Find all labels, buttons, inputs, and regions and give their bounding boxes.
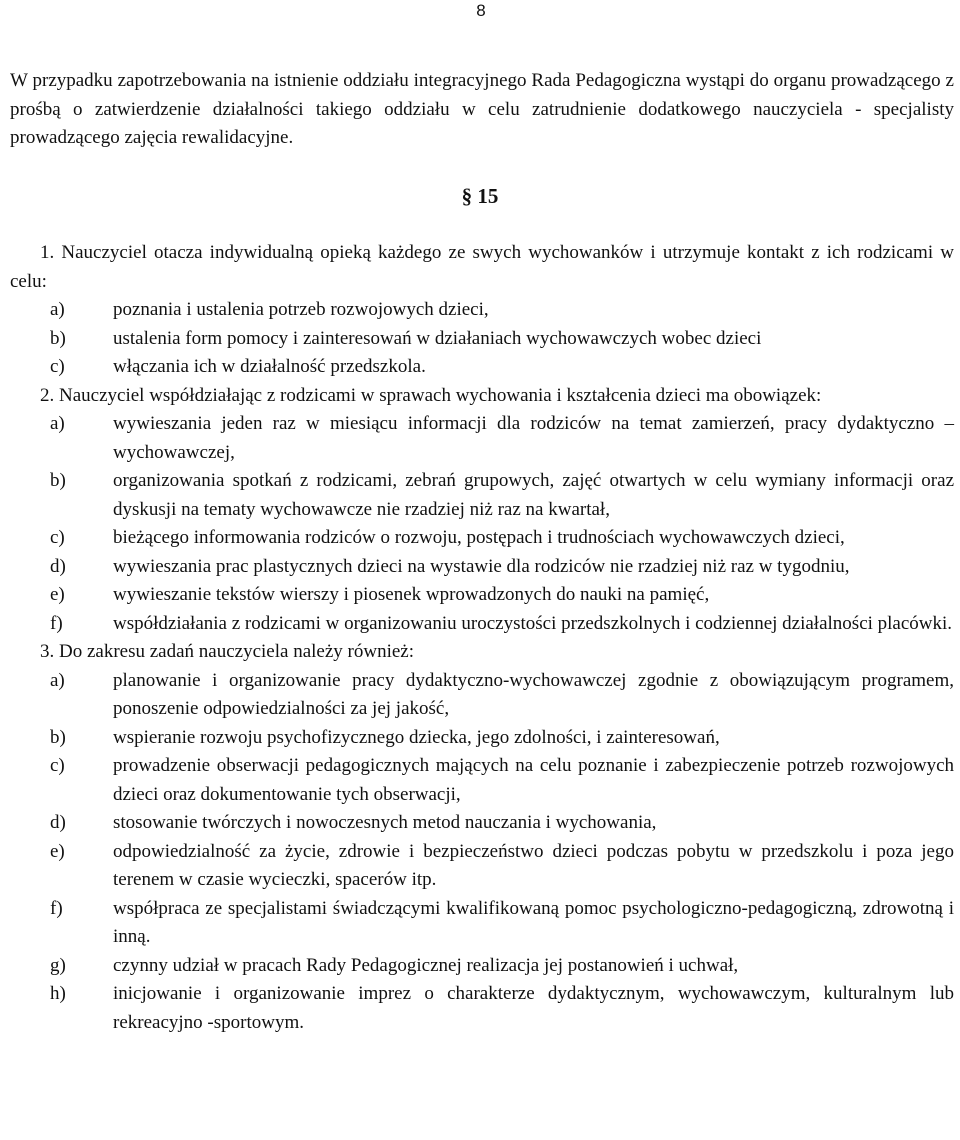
list-item-text: stosowanie twórczych i nowoczesnych metod nauczania i wychowania,: [113, 812, 657, 833]
list-item-letter: f): [50, 897, 63, 919]
list-item-text: inicjowanie i organizowanie imprez o charakterze dydaktycznym, wychowawczym, kulturalnym lub rekreacyjno -sportowym.: [113, 983, 954, 1033]
list-item-letter: a): [50, 299, 65, 320]
list-item-letter: c): [50, 527, 65, 548]
list-item: [40, 610, 954, 639]
list-item-text: wywieszanie tekstów wierszy i piosenek wprowadzonych do nauki na pamięć,: [113, 584, 710, 605]
list-item-letter: b): [50, 327, 66, 349]
list-item-letter: a): [50, 669, 65, 691]
list-item-text: czynny udział w pracach Rady Pedagogicznej realizacja jej postanowień i uchwał,: [113, 954, 739, 976]
list-item-text: wywieszania jeden raz w miesiącu informacji dla rodziców na temat zamierzeń, pracy dydaktyczno –wychowawczej,: [113, 413, 954, 463]
list-item: [40, 809, 954, 838]
list-item: [40, 980, 954, 1037]
list-item-letter: f): [50, 612, 63, 634]
list-item: [40, 952, 954, 981]
point-1: [10, 239, 954, 382]
list-item-text: organizowania spotkań z rodzicami, zebrań grupowych, zajęć otwartych w celu wymiany informacji oraz dyskusji na tematy wychowawcze nie rzadziej niż raz na kwartał,: [113, 470, 954, 520]
list-item-text: poznania i ustalenia potrzeb rozwojowych dzieci,: [113, 299, 489, 320]
point-text: 2. Nauczyciel współdziałając z rodzicami w sprawach wychowania i kształcenia dzieci ma obowiązek:: [40, 384, 822, 406]
list-item-letter: b): [50, 470, 66, 491]
list-item: [40, 325, 954, 354]
list-item-letter: h): [50, 983, 66, 1004]
intro-paragraph: W przypadku zapotrzebowania na istnienie oddziału integracyjnego Rada Pedagogiczna wystąpi do organu prowadzącego z prośbą o zatwierdzenie działalności takiego oddziału w celu zatrudnienie dodatkowego nauczyciela - specjalisty prowadzącego zajęcia rewalidacyjne.: [10, 70, 954, 148]
point-number: 1.: [40, 242, 55, 263]
section-heading: § 15: [461, 184, 499, 208]
list-item-letter: d): [50, 812, 66, 833]
list-item: [40, 467, 954, 524]
list-item-text: planowanie i organizowanie pracy dydaktyczno-wychowawczej zgodnie z obowiązującym programem, ponoszenie odpowiedzialności za jej jakość,: [113, 669, 954, 719]
list-item-letter: e): [50, 584, 65, 605]
list-item-text: wspieranie rozwoju psychofizycznego dziecka, jego zdolności, i zainteresowań,: [113, 726, 720, 748]
document-content: [10, 239, 954, 1037]
list-item: [40, 895, 954, 952]
list-item: [40, 667, 954, 724]
page-number: 8: [476, 1, 486, 20]
list-item-letter: c): [50, 356, 65, 377]
list-item: [40, 353, 954, 382]
point-number: 3.: [40, 641, 55, 662]
point-number: 2.: [40, 384, 55, 406]
list-item-letter: a): [50, 413, 65, 434]
list-item-letter: d): [50, 555, 66, 577]
list-item-letter: c): [50, 755, 65, 776]
list-item: [40, 296, 954, 325]
list-item: [40, 553, 954, 582]
list-item-letter: b): [50, 726, 66, 748]
list-item-letter: g): [50, 954, 66, 976]
list-item: [40, 724, 954, 753]
list-item-text: włączania ich w działalność przedszkola.: [113, 356, 426, 377]
list-item-letter: e): [50, 840, 65, 862]
list-item: [40, 410, 954, 467]
list-item: [40, 581, 954, 610]
list-item: [40, 752, 954, 809]
list-item-text: ustalenia form pomocy i zainteresowań w działaniach wychowawczych wobec dzieci: [113, 327, 762, 349]
list-item-text: współpraca ze specjalistami świadczącymi kwalifikowaną pomoc psychologiczno-pedagogiczną, zdrowotną i inną.: [113, 897, 954, 947]
list-item-text: odpowiedzialność za życie, zdrowie i bezpieczeństwo dzieci podczas pobytu w przedszkolu i poza jego terenem w czasie wycieczki, spacerów itp.: [113, 840, 954, 890]
list-item-text: bieżącego informowania rodziców o rozwoju, postępach i trudnościach wychowawczych dzieci,: [113, 527, 845, 548]
point-text: 1. Nauczyciel otacza indywidualną opieką każdego ze swych wychowanków i utrzymuje kontakt z ich rodzicami w celu:: [10, 242, 954, 292]
list-item-text: prowadzenie obserwacji pedagogicznych mających na celu poznanie i zabezpieczenie potrzeb rozwojowych dzieci oraz dokumentowanie tych obserwacji,: [113, 755, 954, 805]
point-2: [10, 382, 954, 639]
list-item-text: współdziałania z rodzicami w organizowaniu uroczystości przedszkolnych i codziennej działalności placówki.: [113, 612, 953, 634]
point-3: [10, 638, 954, 1037]
point-text: 3. Do zakresu zadań nauczyciela należy również:: [40, 641, 414, 662]
list-item: [40, 838, 954, 895]
list-item: [40, 524, 954, 553]
list-item-text: wywieszania prac plastycznych dzieci na wystawie dla rodziców nie rzadziej niż raz w tygodniu,: [113, 555, 850, 577]
